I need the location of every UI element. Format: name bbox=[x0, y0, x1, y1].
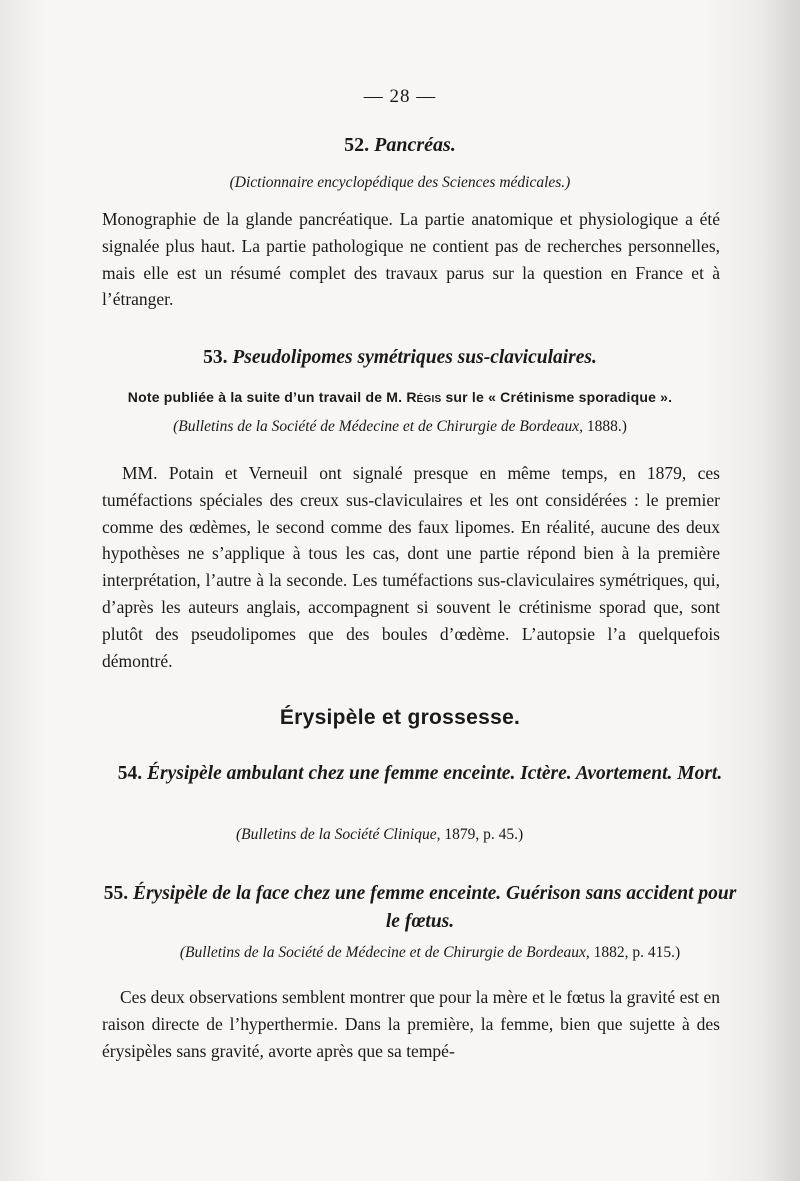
entry-54-title: Érysipèle ambulant chez une femme enceinte. Ictère. Avortement. Mort. bbox=[147, 763, 723, 784]
entry-54-source-journal: (Bulletins de la Société Clinique, bbox=[236, 826, 441, 843]
entry-55-source-rest: 1882, p. 415.) bbox=[593, 944, 681, 961]
entry-53-note bbox=[0, 389, 800, 405]
entry-53-heading bbox=[0, 347, 800, 369]
entry-55-heading bbox=[100, 880, 740, 936]
entry-53-source-journal: (Bulletins de la Société de Médecine et de Chirurgie de Bordeaux, bbox=[173, 418, 583, 435]
entry-54-heading bbox=[110, 760, 730, 788]
entry-53-source bbox=[0, 418, 800, 436]
entry-52-heading bbox=[0, 134, 800, 157]
entry-55-paragraph: Ces deux observations semblent montrer que pour la mère et le fœtus la gravité est en raison directe de l’hyperthermie. Dans la première, la femme, bien que sujette à des érysipèles sans gravité, avorte après que sa tempé- bbox=[102, 987, 720, 1061]
entry-55-title: Érysipèle de la face chez une femme enceinte. Guérison sans accident pour le fœtus. bbox=[132, 883, 737, 932]
entry-53-source-year: 1888.) bbox=[586, 418, 627, 435]
section-title: Érysipèle et grossesse. bbox=[279, 706, 521, 729]
entry-55-number: 55. bbox=[103, 883, 129, 904]
entry-53-title: Pseudolipomes symétriques sus-claviculaires. bbox=[232, 347, 597, 368]
entry-52-source: (Dictionnaire encyclopédique des Sciences médicales.) bbox=[229, 174, 571, 191]
entry-53-note-name: Régis bbox=[406, 389, 442, 405]
entry-53-note-prefix: Note publiée à la suite d’un travail de M. bbox=[127, 389, 403, 405]
entry-55-source bbox=[120, 944, 740, 962]
entry-54-number: 54. bbox=[117, 763, 143, 784]
entry-53-note-suffix: sur le « Crétinisme sporadique ». bbox=[445, 389, 673, 405]
entry-54-source-rest: 1879, p. 45.) bbox=[444, 826, 524, 843]
entry-52-title: Pancréas. bbox=[374, 134, 456, 156]
entry-52-number: 52. bbox=[344, 134, 370, 156]
entry-53-paragraph: MM. Potain et Verneuil ont signalé presque en même temps, en 1879, ces tuméfactions spéciales des creux sus-claviculaires et les ont considérées : le premier comme des œdèmes, le second comme des faux lipomes. En réalité, aucune des deux hypothèses ne s’applique à tous les cas, dont une partie répond bien à la première interprétation, l’autre à la seconde. Les tuméfactions sus-claviculaires symétriques, qui, d’après les auteurs anglais, accompagnent si souvent le crétinisme sporad que, sont plutôt des pseudolipomes que des boules d’œdème. L’autopsie l’a quelquefois démontré. bbox=[102, 463, 720, 671]
entry-53-number: 53. bbox=[203, 347, 228, 368]
page-edge-shadow bbox=[760, 0, 800, 1181]
entry-55-source-journal: (Bulletins de la Société de Médecine et de Chirurgie de Bordeaux, bbox=[179, 944, 590, 961]
entry-52-paragraph: Monographie de la glande pancréatique. La partie anatomique et physiologique a été signalée plus haut. La partie pathologique ne contient pas de recherches personnelles, mais elle est un résumé complet des travaux parus sur la question en France et à l’étranger. bbox=[102, 209, 720, 310]
entry-54-source bbox=[236, 826, 796, 844]
page-number: — 28 — bbox=[363, 86, 437, 107]
